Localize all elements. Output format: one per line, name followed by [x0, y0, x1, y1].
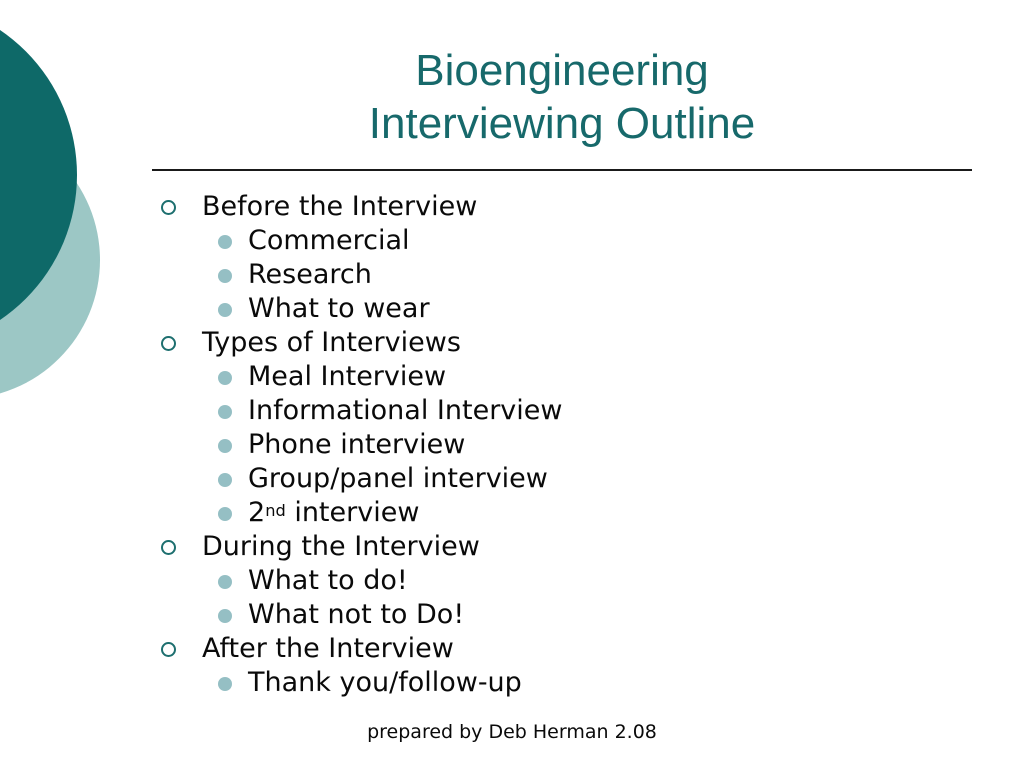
outline-item-text: Group/panel interview	[248, 463, 548, 494]
outline-item-text: 2nd interview	[248, 497, 420, 528]
outline-item	[0, 462, 1024, 496]
filled-dot-bullet-icon	[218, 405, 232, 419]
filled-dot-bullet-icon	[218, 507, 232, 521]
hollow-circle-bullet-icon	[161, 200, 176, 215]
outline-list	[0, 190, 1024, 700]
outline-item	[0, 292, 1024, 326]
outline-item-text: Types of Interviews	[202, 327, 461, 358]
slide-title-line2: Interviewing Outline	[368, 99, 756, 148]
hollow-circle-bullet-icon	[161, 336, 176, 351]
outline-item	[0, 598, 1024, 632]
outline-item	[0, 258, 1024, 292]
hollow-circle-bullet-icon	[161, 642, 176, 657]
outline-item-text: What not to Do!	[248, 599, 465, 630]
outline-item-text: Phone interview	[248, 429, 466, 460]
slide-title-line1: Bioengineering	[415, 46, 709, 95]
outline-item-text: Thank you/follow-up	[248, 667, 522, 698]
outline-item-text: What to do!	[248, 565, 408, 596]
filled-dot-bullet-icon	[218, 235, 232, 249]
outline-item	[0, 190, 1024, 224]
footer-credit: prepared by Deb Herman 2.08	[367, 721, 657, 743]
outline-item	[0, 360, 1024, 394]
filled-dot-bullet-icon	[218, 269, 232, 283]
filled-dot-bullet-icon	[218, 303, 232, 317]
outline-item-text: Meal Interview	[248, 361, 447, 392]
outline-item-text: During the Interview	[202, 531, 480, 562]
slide-title	[152, 44, 972, 150]
filled-dot-bullet-icon	[218, 439, 232, 453]
filled-dot-bullet-icon	[218, 473, 232, 487]
outline-item-text: What to wear	[248, 293, 430, 324]
outline-item	[0, 394, 1024, 428]
outline-item	[0, 666, 1024, 700]
outline-item-text: Informational Interview	[248, 395, 563, 426]
filled-dot-bullet-icon	[218, 371, 232, 385]
outline-item-text: Research	[248, 259, 372, 290]
filled-dot-bullet-icon	[218, 575, 232, 589]
title-divider-line	[152, 169, 972, 171]
outline-item	[0, 564, 1024, 598]
hollow-circle-bullet-icon	[161, 540, 176, 555]
outline-item-text: Commercial	[248, 225, 410, 256]
filled-dot-bullet-icon	[218, 609, 232, 623]
outline-item	[0, 530, 1024, 564]
outline-item	[0, 428, 1024, 462]
filled-dot-bullet-icon	[218, 677, 232, 691]
outline-item	[0, 632, 1024, 666]
outline-item-text: After the Interview	[202, 633, 454, 664]
outline-item-text: Before the Interview	[202, 191, 478, 222]
outline-item	[0, 224, 1024, 258]
outline-item	[0, 496, 1024, 530]
outline-item	[0, 326, 1024, 360]
